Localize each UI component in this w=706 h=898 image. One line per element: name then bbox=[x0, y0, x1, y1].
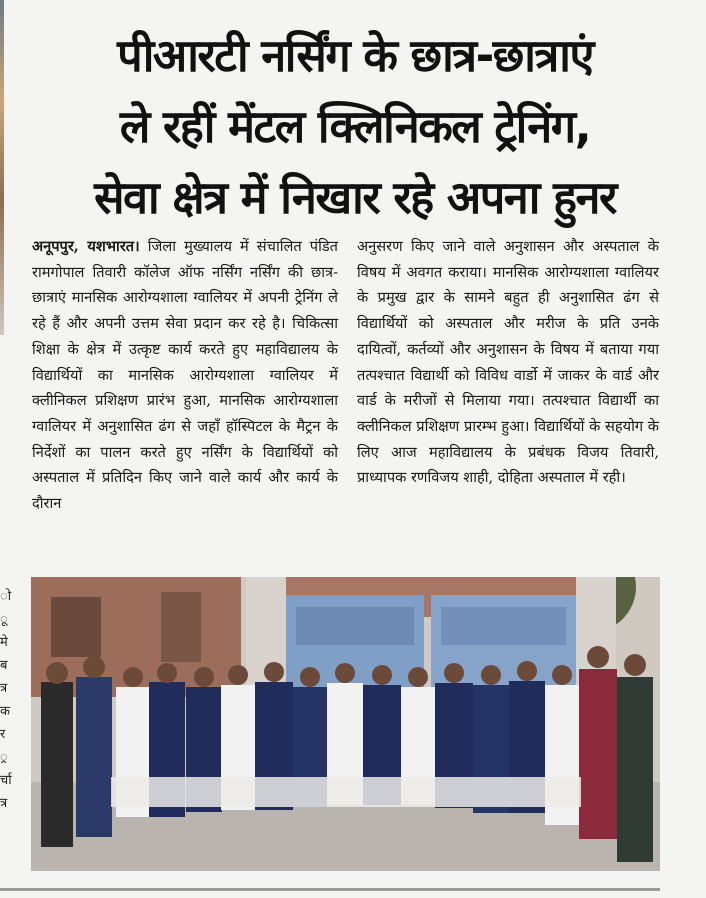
headline bbox=[14, 20, 696, 233]
photo-student-body bbox=[41, 682, 73, 847]
photo-student-head bbox=[517, 661, 537, 681]
photo-gate-lattice bbox=[296, 607, 414, 645]
article-column-1-body: जिला मुख्यालय में संचालित पंडित रामगोपाल तिवारी कॉलेज ऑफ नर्सिंग नर्सिंग की छात्र-छात्राएं मानसिक आरोग्यशाला ग्वालियर में अपनी ट्रेनिंग ले रहे हैं और अपनी उत्तम सेवा प्रदान कर रहे है। चिकित्सा शिक्षा के क्षेत्र में उत्कृष्ट कार्य करते हुए महाविद्यालय के विद्यार्थियों का मानसिक आरोग्यशाला ग्वालियर में क्लीनिकल प्रशिक्षण प्रारंभ हुआ, मानसिक आरोग्यशाला ग्वालियर में अनुशासित ढंग से जहाँ हॉस्पिटल के मैट्रन के निर्देशों का पालन करते हुए नर्सिंग के विद्यार्थियों को अस्पताल में प्रतिदिन किए जाने वाले कार्य और कार्य के दौरान bbox=[32, 238, 338, 513]
photo-student-head bbox=[83, 656, 105, 678]
photo-student-head bbox=[300, 667, 320, 687]
photo-student-head bbox=[46, 662, 68, 684]
photo-student-head bbox=[335, 663, 355, 683]
photo-building-window bbox=[161, 592, 201, 662]
dateline: अनूपपुर, यशभारत। bbox=[32, 238, 140, 255]
photo-building-window bbox=[51, 597, 101, 657]
photo-student-head bbox=[194, 667, 214, 687]
photo-student-body bbox=[617, 677, 653, 862]
photo-trousers-band bbox=[111, 777, 581, 807]
headline-line-3: सेवा क्षेत्र में निखार रहे अपना हुनर bbox=[94, 171, 616, 224]
photo-student-head bbox=[481, 665, 501, 685]
photo-student-head bbox=[552, 665, 572, 685]
photo-student-head bbox=[157, 663, 177, 683]
photo-student-head bbox=[624, 654, 646, 676]
photo-student-head bbox=[372, 665, 392, 685]
photo-student-head bbox=[228, 665, 248, 685]
photo-student-body bbox=[579, 669, 617, 839]
photo-student-head bbox=[408, 667, 428, 687]
page-bottom-rule bbox=[0, 888, 660, 891]
photo-student-body bbox=[76, 677, 112, 837]
article-column-2: अनुसरण किए जाने वाले अनुशासन और अस्पताल के विषय में अवगत कराया। मानसिक आरोग्यशाला ग्वालियर के प्रमुख द्वार के सामने बहुत ही अनुशासित ढंग से विद्यार्थियों को अस्पताल और मरीज के प्रति उनके दायित्वों, कर्तव्यों और अनुशासन के विषय में बताया गया तत्पश्चात विद्यार्थी को विविध वार्डो में जाकर के वार्ड और वार्ड के मरीजों से मिलाया गया। तत्पश्चात विद्यार्थी का क्लीनिकल प्रशिक्षण प्रारम्भ हुआ। विद्यार्थियों के सहयोग के लिए आज महाविद्यालय के प्रबंधक विजय तिवारी, प्राध्यापक रणविजय शाही, दोहिता अस्पताल में रही। bbox=[357, 238, 659, 487]
photo-student-head bbox=[123, 667, 143, 687]
adjacent-page-photo-strip bbox=[0, 0, 4, 335]
photo-student-head bbox=[444, 663, 464, 683]
article-column-1 bbox=[32, 234, 338, 517]
headline-line-2: ले रहीं मेंटल क्लिनिकल ट्रेनिंग, bbox=[119, 100, 591, 153]
photo-student-head bbox=[264, 662, 284, 682]
headline-line-1: पीआरटी नर्सिंग के छात्र-छात्राएं bbox=[117, 29, 593, 82]
photo-student-head bbox=[587, 646, 609, 668]
photo-gate-lattice bbox=[441, 607, 566, 645]
adjacent-column-text-fragment: ो ू मे ब त्र क र ्र र्चा त्र bbox=[0, 589, 12, 811]
group-photo bbox=[31, 577, 660, 871]
